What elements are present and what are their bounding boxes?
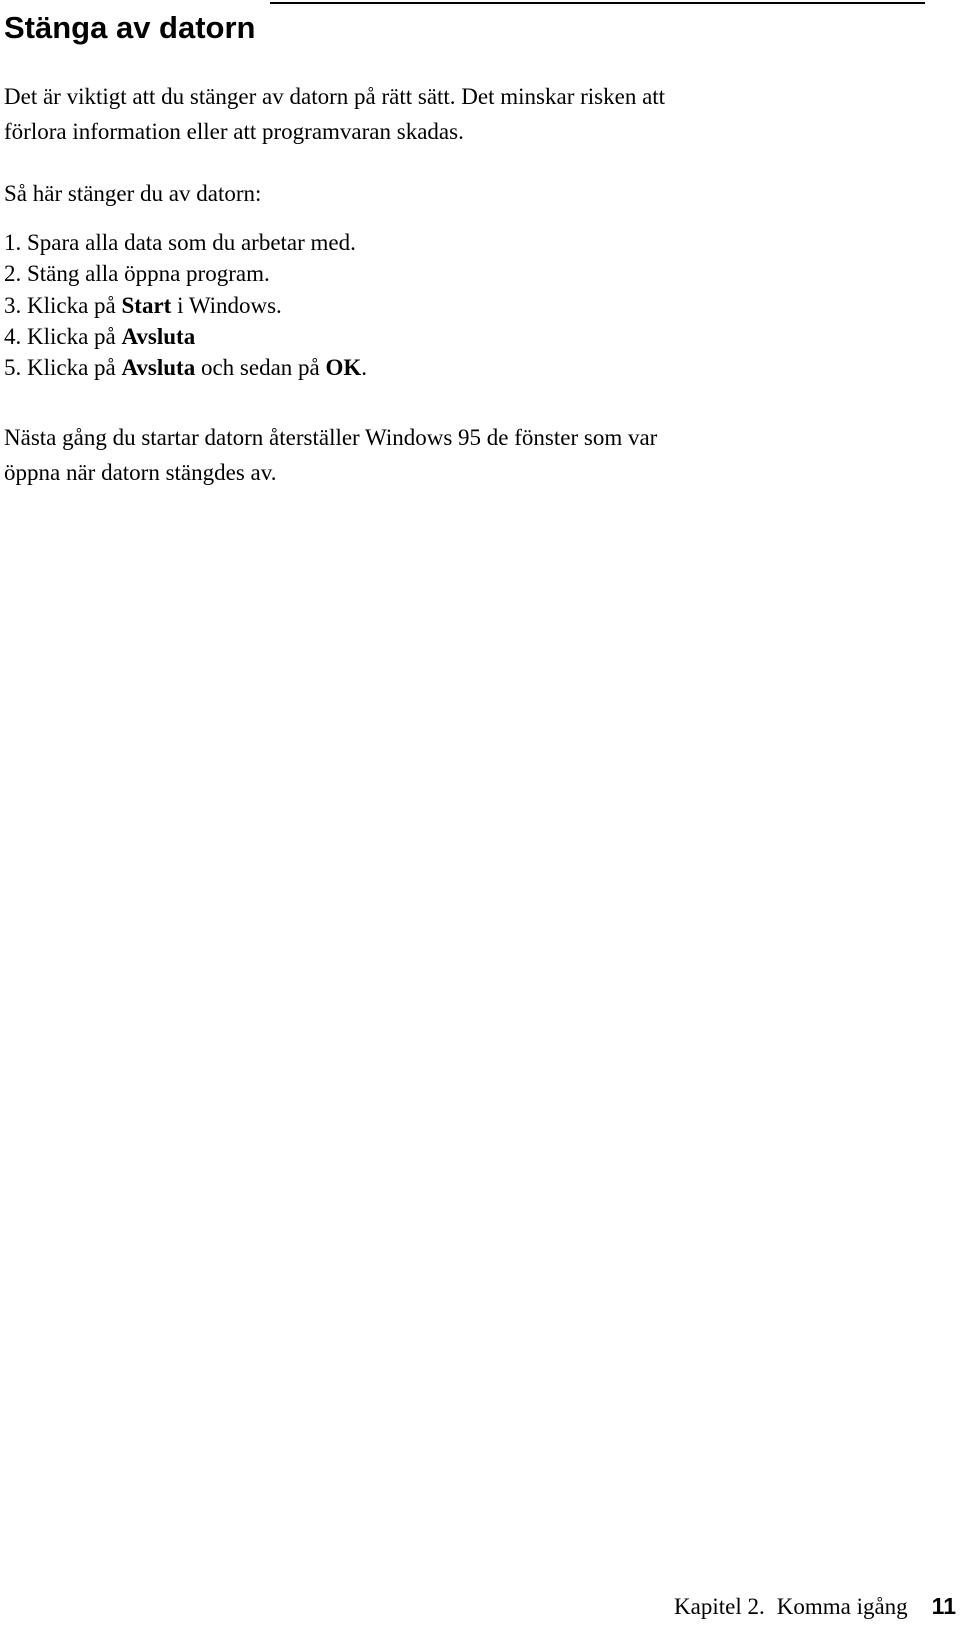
top-rule [270, 2, 925, 4]
page-number: 11 [931, 1593, 956, 1619]
page-title: Stänga av datorn [4, 10, 256, 45]
steps-list [4, 227, 367, 383]
page-footer [674, 1591, 956, 1622]
intro-paragraph [4, 79, 665, 149]
step-5: 5. Klicka på Avsluta och sedan på OK. [4, 355, 368, 381]
step-5-bold-ok: OK [325, 355, 362, 381]
outro-line-1: Nästa gång du startar datorn återställer Windows 95 de fönster som var [4, 425, 658, 450]
step-4: 4. Klicka på Avsluta [4, 323, 196, 349]
step-3: 3. Klicka på Start i Windows. [4, 292, 282, 318]
step-3-bold-start: Start [121, 292, 172, 318]
step-5-bold-avsluta: Avsluta [121, 355, 196, 381]
intro-line-2: förlora information eller att programvaran skadas. [4, 119, 464, 144]
outro-line-2: öppna när datorn stängdes av. [4, 460, 277, 485]
step-1: 1. Spara alla data som du arbetar med. [4, 230, 356, 255]
footer-chapter-title: Komma igång [776, 1594, 908, 1619]
step-4-bold-avsluta: Avsluta [121, 323, 196, 349]
lead-text: Så här stänger du av datorn: [4, 181, 262, 206]
intro-line-1: Det är viktigt att du stänger av datorn på rätt sätt. Det minskar risken att [4, 84, 666, 109]
outro-paragraph [4, 420, 657, 490]
step-2: 2. Stäng alla öppna program. [4, 261, 270, 287]
footer-chapter: Kapitel 2. [674, 1594, 765, 1619]
